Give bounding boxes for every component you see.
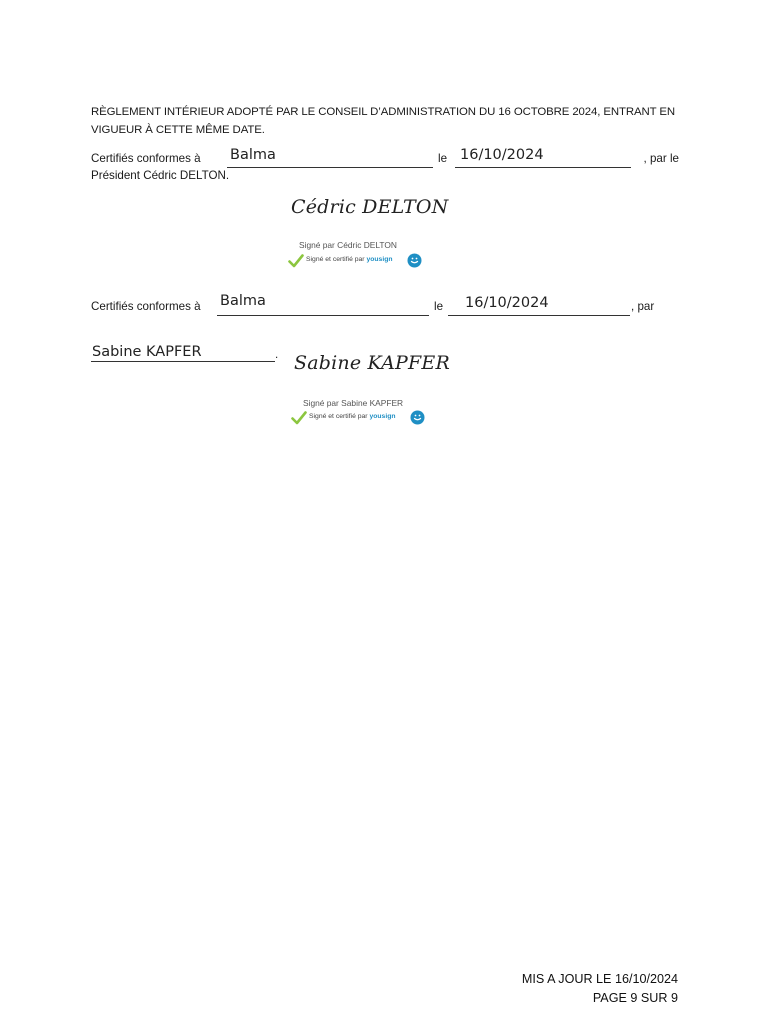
yousign-certification	[291, 410, 427, 426]
footer-updated: MIS A JOUR LE 16/10/2024	[521, 972, 678, 986]
document-heading: RÈGLEMENT INTÉRIEUR ADOPTÉ PAR LE CONSEIL D’ADMINISTRATION DU 16 OCTOBRE 2024, ENTRANT EN VIGUEUR À CETTE MÊME DATE.	[91, 106, 675, 136]
yousign-badge-icon	[407, 253, 422, 268]
yousign-text: Signé et certifié par	[306, 256, 365, 263]
date-field[interactable]: 16/10/2024	[465, 295, 549, 311]
signature-cedric-delton: Cédric DELTON	[291, 196, 449, 218]
date-label: le	[434, 300, 444, 313]
check-icon	[291, 410, 307, 426]
footer-page-number: PAGE 9 SUR 9	[592, 991, 678, 1005]
yousign-brand: yousign	[369, 413, 396, 420]
signed-by-text: Signé par Sabine KAPFER	[303, 398, 404, 408]
yousign-text: Signé et certifié par	[309, 413, 368, 420]
certification-prefix: Certifiés conformes à	[91, 300, 201, 313]
place-field[interactable]: Balma	[220, 293, 266, 309]
yousign-badge-icon	[410, 410, 425, 425]
signed-by-text: Signé par Cédric DELTON	[299, 240, 397, 250]
certification-line-2	[91, 293, 661, 320]
date-label: le	[438, 152, 448, 165]
certification-suffix: , par	[631, 300, 655, 313]
certification-prefix: Certifiés conformes à	[91, 152, 201, 165]
name-field[interactable]: Sabine KAPFER	[92, 344, 202, 360]
check-icon	[288, 253, 304, 269]
yousign-certification	[288, 253, 424, 269]
name-suffix: .	[275, 348, 279, 361]
place-field[interactable]: Balma	[230, 147, 276, 163]
yousign-brand: yousign	[366, 256, 393, 263]
date-field[interactable]: 16/10/2024	[460, 147, 544, 163]
certification-suffix: , par le	[643, 152, 679, 165]
signature-sabine-kapfer: Sabine KAPFER	[294, 352, 450, 374]
name-line	[91, 346, 287, 366]
certification-line-1b: Président Cédric DELTON.	[91, 169, 230, 182]
